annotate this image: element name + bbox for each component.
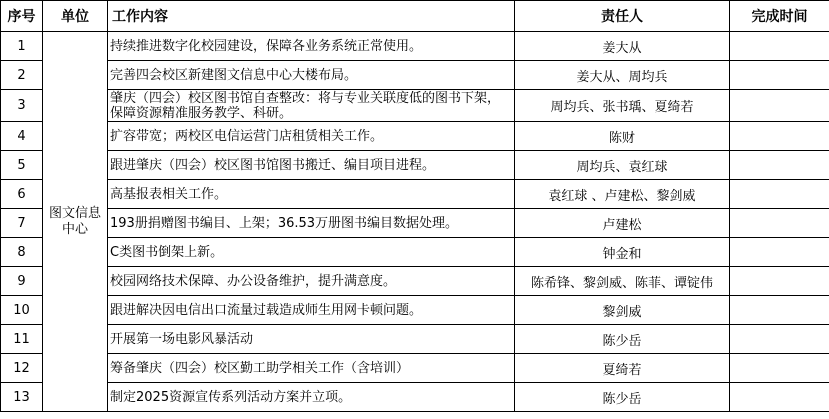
table-row	[1, 238, 829, 267]
row-seq: 7	[1, 209, 43, 238]
row-owner: 姜大从、周均兵	[515, 61, 730, 90]
row-owner: 陈少岳	[515, 325, 730, 354]
row-done	[730, 180, 829, 209]
header-content: 工作内容	[108, 1, 515, 32]
row-owner: 陈希锋、黎剑威、陈菲、谭锭伟	[515, 267, 730, 296]
row-content: 高基报表相关工作。	[108, 180, 515, 209]
row-done	[730, 296, 829, 325]
row-done	[730, 61, 829, 90]
row-content: 筹备肇庆（四会）校区勤工助学相关工作（含培训）	[108, 354, 515, 383]
header-seq: 序号	[1, 1, 43, 32]
row-seq: 10	[1, 296, 43, 325]
table-row	[1, 296, 829, 325]
unit-cell: 图文信息中心	[43, 32, 108, 412]
header-owner: 责任人	[515, 1, 730, 32]
table-row	[1, 354, 829, 383]
table-row	[1, 325, 829, 354]
row-content: 校园网络技术保障、办公设备维护，提升满意度。	[108, 267, 515, 296]
row-content: C类图书倒架上新。	[108, 238, 515, 267]
table-row	[1, 151, 829, 180]
row-content: 跟进肇庆（四会）校区图书馆图书搬迁、编目项目进程。	[108, 151, 515, 180]
row-done	[730, 122, 829, 151]
row-seq: 1	[1, 32, 43, 61]
row-owner: 袁红球 、卢建松、黎剑威	[515, 180, 730, 209]
table-row	[1, 90, 829, 122]
row-content: 跟进解决因电信出口流量过载造成师生用网卡顿问题。	[108, 296, 515, 325]
row-owner: 周均兵、袁红球	[515, 151, 730, 180]
row-owner: 夏绮若	[515, 354, 730, 383]
row-seq: 6	[1, 180, 43, 209]
header-done: 完成时间	[730, 1, 829, 32]
row-owner: 卢建松	[515, 209, 730, 238]
row-done	[730, 267, 829, 296]
row-content: 制定2025资源宣传系列活动方案并立项。	[108, 383, 515, 412]
row-seq: 2	[1, 61, 43, 90]
table-row	[1, 180, 829, 209]
row-content: 持续推进数字化校园建设，保障各业务系统正常使用。	[108, 32, 515, 61]
row-content: 肇庆（四会）校区图书馆自查整改：将与专业关联度低的图书下架，保障资源精准服务教学、科研。	[108, 90, 515, 122]
row-seq: 4	[1, 122, 43, 151]
row-seq: 12	[1, 354, 43, 383]
row-seq: 3	[1, 90, 43, 122]
row-owner: 姜大从	[515, 32, 730, 61]
row-done	[730, 354, 829, 383]
row-content: 完善四会校区新建图文信息中心大楼布局。	[108, 61, 515, 90]
row-content: 扩容带宽；两校区电信运营门店租赁相关工作。	[108, 122, 515, 151]
row-owner: 陈财	[515, 122, 730, 151]
row-done	[730, 90, 829, 122]
row-seq: 11	[1, 325, 43, 354]
row-seq: 13	[1, 383, 43, 412]
table-row	[1, 383, 829, 412]
row-done	[730, 151, 829, 180]
row-owner: 陈少岳	[515, 383, 730, 412]
table-row	[1, 61, 829, 90]
row-content: 193册捐赠图书编目、上架；36.53万册图书编目数据处理。	[108, 209, 515, 238]
row-owner: 钟金和	[515, 238, 730, 267]
row-done	[730, 32, 829, 61]
table-row	[1, 32, 829, 61]
row-seq: 5	[1, 151, 43, 180]
table-row	[1, 122, 829, 151]
row-done	[730, 209, 829, 238]
table-row	[1, 267, 829, 296]
table-row	[1, 209, 829, 238]
row-content: 开展第一场电影风暴活动	[108, 325, 515, 354]
row-owner: 黎剑威	[515, 296, 730, 325]
row-done	[730, 325, 829, 354]
row-done	[730, 383, 829, 412]
header-row	[1, 1, 829, 32]
row-seq: 9	[1, 267, 43, 296]
row-owner: 周均兵、张书瑀、夏绮若	[515, 90, 730, 122]
row-seq: 8	[1, 238, 43, 267]
row-done	[730, 238, 829, 267]
header-unit: 单位	[43, 1, 108, 32]
